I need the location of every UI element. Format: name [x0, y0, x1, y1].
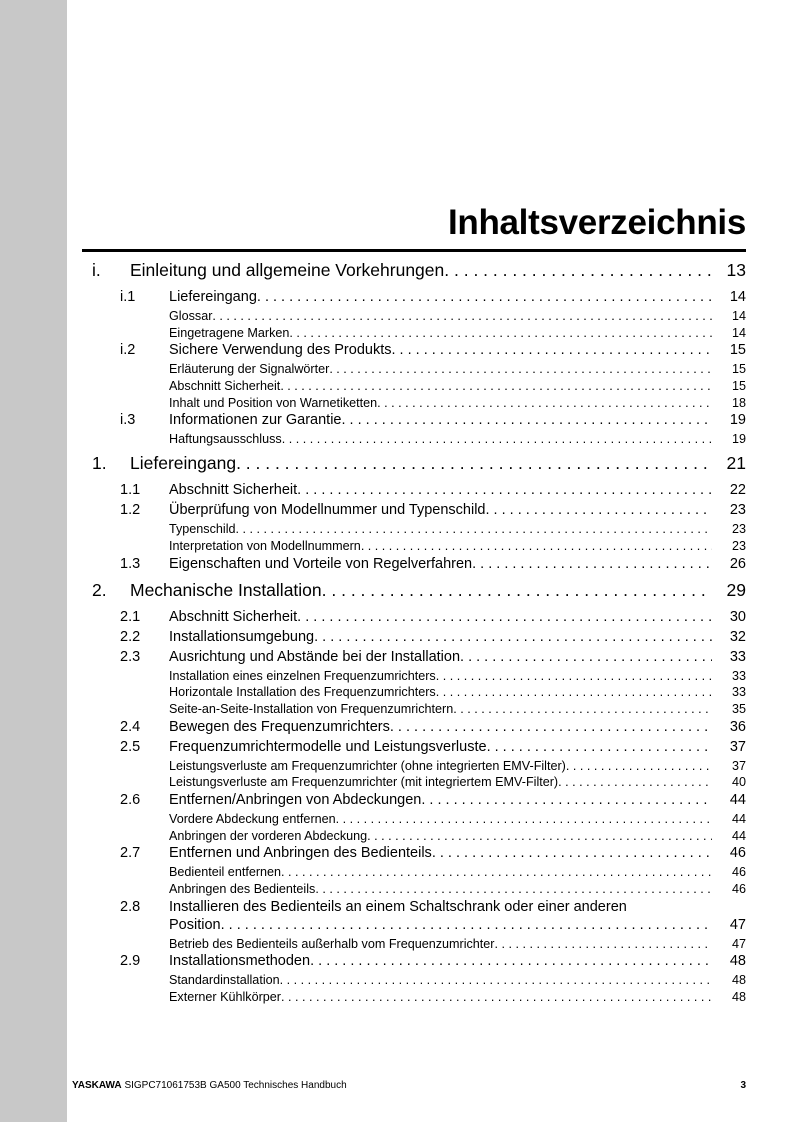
toc-page-number: 44 — [729, 791, 746, 808]
toc-leader-dots — [257, 289, 712, 305]
toc-entry-number: 2.2 — [120, 628, 141, 645]
toc-section-entry[interactable] — [82, 649, 746, 669]
toc-page-number: 35 — [731, 701, 746, 716]
toc-leader-dots — [281, 990, 712, 1004]
toc-entry-label: Typenschild — [169, 522, 236, 537]
toc-leader-dots — [289, 326, 712, 340]
toc-entry-label: Entfernen und Anbringen des Bedienteils — [169, 845, 432, 862]
toc-entry-label: Abschnitt Sicherheit — [169, 379, 281, 394]
toc-chapter-entry[interactable] — [82, 580, 746, 609]
toc-section-entry[interactable] — [82, 502, 746, 522]
toc-leader-dots — [453, 702, 712, 716]
toc-leader-dots — [280, 379, 712, 393]
toc-entry-label: Leistungsverluste am Frequenzumrichter (ohne integrierten EMV-Filter) — [169, 758, 566, 773]
toc-page-number: 26 — [729, 555, 746, 572]
toc-entry-label: Haftungsausschluss — [169, 432, 282, 447]
toc-entry-label: Leistungsverluste am Frequenzumrichter (mit integriertem EMV-Filter) — [169, 775, 559, 790]
toc-section-entry[interactable] — [82, 342, 746, 362]
toc-page-number: 22 — [729, 482, 746, 499]
toc-page-number: 15 — [731, 362, 746, 377]
toc-entry-label: Installationsmethoden — [169, 953, 311, 970]
page-title: Inhaltsverzeichnis — [447, 203, 746, 242]
toc-leader-dots — [421, 792, 712, 808]
toc-entry-number: 2.7 — [120, 845, 141, 862]
toc-section-entry[interactable] — [82, 739, 746, 759]
toc-entry-label: Interpretation von Modellnummern — [169, 538, 361, 553]
table-of-contents — [82, 260, 746, 1007]
toc-section-entry[interactable] — [82, 412, 746, 432]
toc-subsection-entry[interactable] — [82, 990, 746, 1007]
toc-page-number: 18 — [731, 395, 746, 410]
toc-entry-number: 2.8 — [120, 898, 141, 915]
page-footer — [72, 1080, 746, 1091]
toc-subsection-entry[interactable] — [82, 309, 746, 326]
toc-section-entry[interactable] — [82, 845, 746, 865]
toc-leader-dots — [281, 865, 712, 879]
toc-leader-dots — [377, 396, 712, 410]
toc-leader-dots — [236, 522, 712, 536]
toc-page-number: 15 — [731, 379, 746, 394]
toc-page-number: 48 — [731, 973, 746, 988]
toc-entry-label: Liefereingang — [169, 289, 257, 305]
toc-entry-label: Anbringen der vorderen Abdeckung — [169, 828, 368, 843]
toc-section-entry[interactable] — [82, 609, 746, 629]
toc-section-entry[interactable] — [82, 792, 746, 812]
toc-leader-dots — [367, 829, 712, 843]
toc-section-entry[interactable] — [82, 899, 746, 937]
toc-entry-label: Bedienteil entfernen — [169, 865, 282, 880]
toc-entry-label: Installieren des Bedienteils an einem Schaltschrank oder einer anderen — [169, 898, 627, 915]
toc-entry-label: Betrieb des Bedienteils außerhalb vom Frequenzumrichter — [169, 936, 495, 951]
toc-subsection-entry[interactable] — [82, 539, 746, 556]
toc-page-number: 48 — [729, 953, 746, 970]
footer-page-number: 3 — [740, 1080, 746, 1091]
toc-entry-label: Standardinstallation — [169, 973, 280, 988]
toc-page-number: 21 — [726, 453, 746, 474]
toc-leader-dots — [282, 432, 712, 446]
toc-entry-number: 2.6 — [120, 791, 141, 808]
toc-entry-number: 2.5 — [120, 738, 141, 755]
toc-leader-dots — [391, 342, 712, 358]
toc-entry-number: 1.2 — [120, 502, 141, 519]
toc-leader-dots — [566, 759, 712, 773]
toc-subsection-entry[interactable] — [82, 362, 746, 379]
toc-entry-label: Einleitung und allgemeine Vorkehrungen — [130, 260, 445, 280]
toc-page-number: 19 — [731, 432, 746, 447]
toc-subsection-entry[interactable] — [82, 326, 746, 343]
toc-entry-number: 2. — [92, 579, 107, 600]
toc-entry-number: i.2 — [120, 342, 136, 359]
toc-subsection-entry[interactable] — [82, 702, 746, 719]
toc-page-number: 33 — [729, 648, 746, 665]
toc-page-number: 46 — [731, 882, 746, 896]
toc-page-number: 32 — [729, 628, 746, 645]
toc-leader-dots — [460, 649, 712, 665]
toc-entry-label: Anbringen des Bedienteils — [169, 882, 316, 896]
toc-section-entry[interactable] — [82, 629, 746, 649]
toc-entry-label-continued: Position — [169, 916, 221, 933]
toc-entry-label: Eingetragene Marken — [169, 325, 290, 340]
toc-leader-dots — [444, 260, 712, 281]
toc-leader-dots — [310, 953, 712, 969]
toc-leader-dots — [486, 502, 713, 518]
toc-entry-label: Seite-an-Seite-Installation von Frequenzumrichtern — [169, 701, 454, 716]
toc-subsection-entry[interactable] — [82, 937, 746, 954]
toc-chapter-entry[interactable] — [82, 453, 746, 482]
toc-entry-number: 2.1 — [120, 608, 141, 625]
toc-page-number: 36 — [729, 718, 746, 735]
toc-page-number: 40 — [731, 775, 746, 790]
toc-page-number: 14 — [731, 309, 746, 323]
toc-page-number: 47 — [729, 916, 746, 933]
toc-subsection-entry[interactable] — [82, 829, 746, 846]
toc-entry-number: i.1 — [120, 289, 136, 305]
toc-entry-label: Abschnitt Sicherheit — [169, 608, 298, 625]
toc-entry-number: 2.9 — [120, 953, 141, 970]
toc-leader-dots — [314, 629, 712, 645]
toc-page-number: 29 — [726, 579, 746, 600]
toc-section-entry[interactable] — [82, 719, 746, 739]
toc-entry-label: Mechanische Installation — [130, 579, 322, 600]
toc-subsection-entry[interactable] — [82, 973, 746, 990]
toc-leader-dots — [472, 556, 712, 572]
toc-subsection-entry[interactable] — [82, 379, 746, 396]
toc-entry-label: Informationen zur Garantie — [169, 412, 342, 429]
toc-entry-label: Liefereingang — [130, 453, 237, 474]
toc-leader-dots — [315, 882, 712, 896]
toc-leader-dots — [495, 937, 712, 951]
toc-page-number: 46 — [731, 865, 746, 880]
toc-page-number: 44 — [731, 811, 746, 826]
toc-leader-dots — [336, 812, 712, 826]
toc-page-number: 19 — [729, 412, 746, 429]
footer-doc-title: SIGPC71061753B GA500 Technisches Handbuch — [124, 1080, 347, 1091]
toc-leader-dots — [280, 973, 712, 987]
toc-section-entry[interactable] — [82, 556, 746, 576]
toc-entry-label: Erläuterung der Signalwörter — [169, 362, 330, 377]
toc-entry-label: Ausrichtung und Abstände bei der Installation — [169, 648, 461, 665]
toc-leader-dots — [322, 580, 712, 601]
toc-entry-label: Eigenschaften und Vorteile von Regelverfahren — [169, 555, 473, 572]
toc-page-number: 14 — [731, 325, 746, 340]
toc-subsection-entry[interactable] — [82, 812, 746, 829]
toc-entry-number: i.3 — [120, 412, 136, 429]
toc-page-number: 47 — [731, 936, 746, 951]
toc-entry-label: Überprüfung von Modellnummer und Typenschild — [169, 502, 486, 519]
toc-entry-label: Abschnitt Sicherheit — [169, 482, 298, 499]
toc-leader-dots — [487, 739, 712, 755]
toc-page-number: 23 — [731, 522, 746, 537]
toc-entry-label: Installation eines einzelnen Frequenzumrichters — [169, 668, 436, 683]
toc-entry-label: Vordere Abdeckung entfernen — [169, 811, 336, 826]
toc-subsection-entry[interactable] — [82, 432, 746, 449]
toc-entry-number: 1.3 — [120, 555, 141, 572]
toc-entry-label: Glossar — [169, 309, 213, 323]
toc-leader-dots — [221, 917, 712, 933]
toc-leader-dots — [436, 685, 712, 699]
toc-page-number: 44 — [731, 828, 746, 843]
toc-leader-dots — [341, 412, 712, 428]
toc-section-entry[interactable] — [82, 482, 746, 502]
toc-leader-dots — [329, 362, 712, 376]
toc-entry-label: Installationsumgebung — [169, 628, 315, 645]
toc-leader-dots — [361, 539, 712, 553]
toc-page-number: 37 — [729, 738, 746, 755]
toc-leader-dots — [212, 309, 712, 323]
toc-page-number: 46 — [729, 845, 746, 862]
toc-entry-label: Horizontale Installation des Frequenzumrichters — [169, 685, 436, 700]
toc-section-entry[interactable] — [82, 953, 746, 973]
toc-entry-number: 1. — [92, 453, 107, 474]
toc-section-entry[interactable] — [82, 289, 746, 309]
toc-subsection-entry[interactable] — [82, 396, 746, 413]
toc-entry-number: 1.1 — [120, 482, 141, 499]
toc-subsection-entry[interactable] — [82, 882, 746, 899]
toc-leader-dots — [297, 609, 712, 625]
toc-page-number: 37 — [731, 758, 746, 773]
toc-entry-label: Externer Kühlkörper — [169, 990, 281, 1005]
toc-entry-label: Entfernen/Anbringen von Abdeckungen — [169, 791, 422, 808]
toc-page-number: 33 — [731, 668, 746, 683]
toc-leader-dots — [436, 669, 712, 683]
toc-leader-dots — [390, 719, 712, 735]
toc-entry-number: 2.4 — [120, 718, 141, 735]
toc-page-number: 13 — [726, 260, 746, 280]
footer-doc-info — [72, 1080, 347, 1091]
toc-page-number: 15 — [729, 342, 746, 359]
toc-chapter-entry[interactable] — [82, 260, 746, 289]
footer-brand: YASKAWA — [72, 1080, 122, 1091]
toc-subsection-entry[interactable] — [82, 759, 746, 776]
toc-entry-label: Inhalt und Position von Warnetiketten — [169, 395, 378, 410]
toc-page-number: 14 — [729, 289, 746, 305]
toc-page-number: 33 — [731, 685, 746, 700]
toc-page-number: 30 — [729, 608, 746, 625]
toc-subsection-entry[interactable] — [82, 775, 746, 792]
toc-entry-label: Sichere Verwendung des Produkts — [169, 342, 392, 359]
toc-subsection-entry[interactable] — [82, 669, 746, 686]
toc-entry-number: 2.3 — [120, 648, 141, 665]
toc-leader-dots — [297, 482, 712, 498]
toc-page-number: 48 — [731, 990, 746, 1005]
toc-subsection-entry[interactable] — [82, 685, 746, 702]
toc-leader-dots — [558, 775, 712, 789]
page-side-band — [0, 0, 67, 1122]
toc-entry-label: Bewegen des Frequenzumrichters — [169, 718, 390, 735]
toc-leader-dots — [432, 845, 712, 861]
toc-subsection-entry[interactable] — [82, 865, 746, 882]
toc-page-number: 23 — [729, 502, 746, 519]
title-rule — [82, 249, 746, 252]
toc-subsection-entry[interactable] — [82, 522, 746, 539]
toc-entry-number: i. — [92, 260, 101, 280]
toc-entry-label: Frequenzumrichtermodelle und Leistungsverluste — [169, 738, 487, 755]
toc-page-number: 23 — [731, 538, 746, 553]
toc-leader-dots — [236, 453, 712, 474]
